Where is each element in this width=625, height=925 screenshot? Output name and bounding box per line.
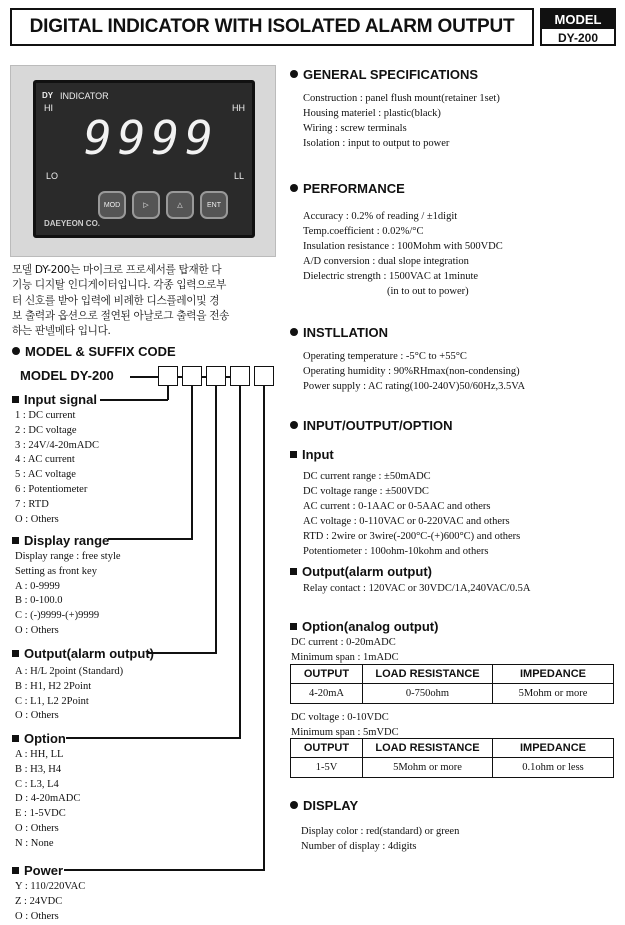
hh-label: HH (232, 103, 245, 113)
table-row: 1-5V 5Mohm or more 0.1ohm or less (291, 758, 614, 778)
io-alarm-output-title: Output(alarm output) (290, 564, 432, 579)
brand-logo: DY (42, 91, 54, 100)
mod-button: MOD (98, 191, 126, 219)
option-list: A : HH, LL B : H3, H4 C : L3, L4 D : 4-20mADC E : 1-5VDC O : Others N : None (15, 749, 81, 849)
io-title: INPUT/OUTPUT/OPTION (290, 418, 453, 433)
dc-voltage-lines: DC voltage : 0-10VDC Minimum span : 5mVDC (291, 712, 399, 738)
alarm-output-title: Output(alarm output) (12, 646, 154, 661)
alarm-output-list: A : H/L 2point (Standard) B : H1, H2 2Point C : L1, L2 2Point O : Others (15, 666, 124, 722)
display-range-title: Display range (12, 533, 109, 548)
korean-description: 모델 DY-200는 마이크로 프로세서를 탑재한 다 기능 디지탈 인디게이터입니다. 각종 입력으로부 터 신호를 받아 입력에 비례한 디스플레이및 경 보 출력과 옵션으로 절연된 아날로그 출력을 전송 하는 판넬메타 입니다. (12, 264, 230, 338)
display-title: DISPLAY (290, 798, 358, 813)
general-specs-title: GENERAL SPECIFICATIONS (290, 67, 478, 82)
power-title: Power (12, 863, 63, 878)
dc-current-lines: DC current : 0-20mADC Minimum span : 1mADC (291, 637, 399, 663)
io-alarm-output-list: Relay contact : 120VAC or 30VDC/1A,240VAC/0.5A (303, 583, 531, 594)
general-specs-list: Construction : panel flush mount(retainer 1set) Housing materiel : plastic(black) Wiring : screw terminals Isolation : input to output to power (303, 93, 500, 149)
suffix-box-3 (206, 366, 226, 386)
performance-list: Accuracy : 0.2% of reading / ±1digit Temp.coefficient : 0.02%/°C Insulation resistance : 100Mohm with 500VDC A/D conversion : dual slope integration Dielectric strength : 1500VAC at 1minute (in to out to power) (303, 211, 503, 297)
input-signal-title: Input signal (12, 392, 97, 407)
up-button: △ (166, 191, 194, 219)
input-list: DC current range : ±50mADC DC voltage range : ±500VDC AC current : 0-1AAC or 0-5AAC and others AC voltage : 0-110VAC or 0-220VAC and others RTD : 2wire or 3wire(-200°C-(+)600°C) and others Potentiometer : 100ohm-10kohm and others (303, 471, 521, 557)
display-range-list: Display range : free style Setting as front key A : 0-9999 B : 0-100.0 C : (-)9999-(+)9999 O : Others (15, 551, 121, 636)
suffix-box-4 (230, 366, 250, 386)
model-box (540, 8, 616, 46)
ll-label: LL (234, 171, 245, 181)
table-row: 4-20mA 0-750ohm 5Mohm or more (291, 684, 614, 704)
model-label: MODEL (542, 10, 614, 29)
display-list: Display color : red(standard) or green Number of display : 4digits (301, 826, 460, 852)
option-title: Option (12, 731, 66, 746)
input-title: Input (290, 447, 334, 462)
suffix-box-5 (254, 366, 274, 386)
ent-button: ENT (200, 191, 228, 219)
indicator-label: INDICATOR (60, 91, 109, 101)
document-title: DIGITAL INDICATOR WITH ISOLATED ALARM OUTPUT (10, 8, 534, 46)
suffix-box-1 (158, 366, 178, 386)
input-signal-list: 1 : DC current 2 : DC voltage 3 : 24V/4-20mADC 4 : AC current 5 : AC voltage 6 : Potentiometer 7 : RTD O : Others (15, 410, 99, 525)
hi-label: HI (44, 103, 53, 113)
voltage-output-table: OUTPUT LOAD RESISTANCE IMPEDANCE 1-5V 5Mohm or more 0.1ohm or less (290, 738, 614, 778)
digit-display: 9999 (84, 111, 219, 165)
maker-label: DAEYEON CO. (44, 219, 101, 228)
analog-option-title: Option(analog output) (290, 619, 438, 634)
installation-list: Operating temperature : -5°C to +55°C Operating humidity : 90%RHmax(non-condensing) Power supply : AC rating(100-240V)50/60Hz,3.5VA (303, 351, 526, 392)
installation-title: INSTLLATION (290, 325, 388, 340)
lo-label: LO (46, 171, 59, 181)
shift-button: ▷ (132, 191, 160, 219)
indicator-panel (33, 80, 255, 238)
model-code-label: MODEL DY-200 (20, 368, 114, 383)
product-photo (10, 65, 276, 257)
power-list: Y : 110/220VAC Z : 24VDC O : Others (15, 881, 86, 922)
suffix-section-title: MODEL & SUFFIX CODE (12, 344, 176, 359)
model-value: DY-200 (557, 30, 599, 45)
current-output-table: OUTPUT LOAD RESISTANCE IMPEDANCE 4-20mA 0-750ohm 5Mohm or more (290, 664, 614, 704)
performance-title: PERFORMANCE (290, 181, 405, 196)
suffix-box-2 (182, 366, 202, 386)
